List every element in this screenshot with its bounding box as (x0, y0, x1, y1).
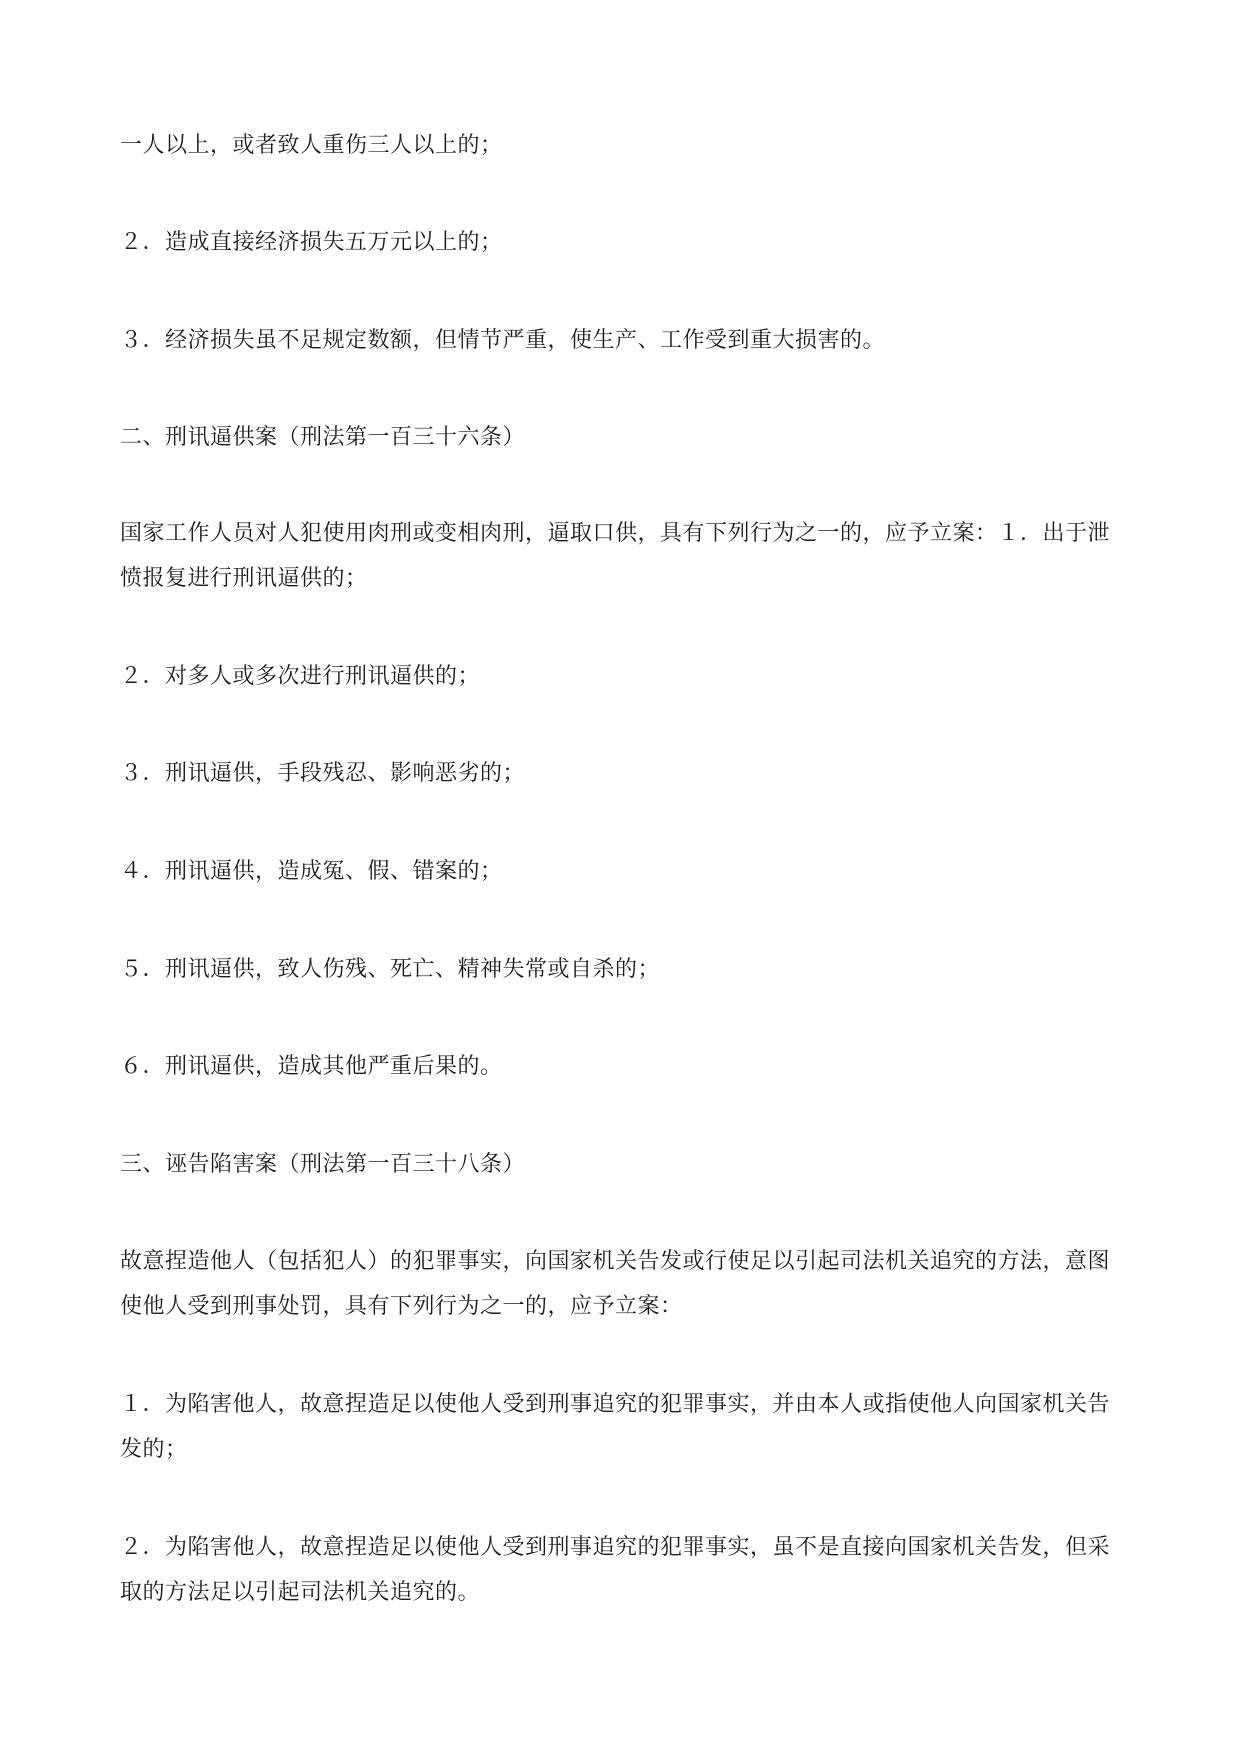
list-item: １．为陷害他人，故意捏造足以使他人受到刑事追究的犯罪事实，并由本人或指使他人向国家机关告发的； (120, 1392, 1111, 1462)
paragraph: 故意捏造他人（包括犯人）的犯罪事实，向国家机关告发或行使足以引起司法机关追究的方法，意图使他人受到刑事处罚，具有下列行为之一的，应予立案： (120, 1249, 1111, 1319)
list-item: ２．造成直接经济损失五万元以上的； (120, 230, 503, 255)
section-heading: 三、诬告陷害案（刑法第一百三十八条） (120, 1152, 526, 1177)
paragraph-continuation: 一人以上，或者致人重伤三人以上的； (120, 133, 503, 158)
list-item: ３．刑讯逼供，手段残忍、影响恶劣的； (120, 761, 526, 786)
list-item: ５．刑讯逼供，致人伤残、死亡、精神失常或自杀的； (120, 957, 661, 982)
list-item: ４．刑讯逼供，造成冤、假、错案的； (120, 859, 503, 884)
section-heading: 二、刑讯逼供案（刑法第一百三十六条） (120, 425, 526, 450)
list-item: ２．为陷害他人，故意捏造足以使他人受到刑事追究的犯罪事实，虽不是直接向国家机关告发，但采取的方法足以引起司法机关追究的。 (120, 1535, 1111, 1605)
paragraph: 国家工作人员对人犯使用肉刑或变相肉刑，逼取口供，具有下列行为之一的，应予立案：１．出于泄愤报复进行刑讯逼供的； (120, 521, 1111, 591)
list-item: ３．经济损失虽不足规定数额，但情节严重，使生产、工作受到重大损害的。 (120, 328, 886, 353)
list-item: ２．对多人或多次进行刑讯逼供的； (120, 664, 481, 689)
list-item: ６．刑讯逼供，造成其他严重后果的。 (120, 1054, 503, 1079)
